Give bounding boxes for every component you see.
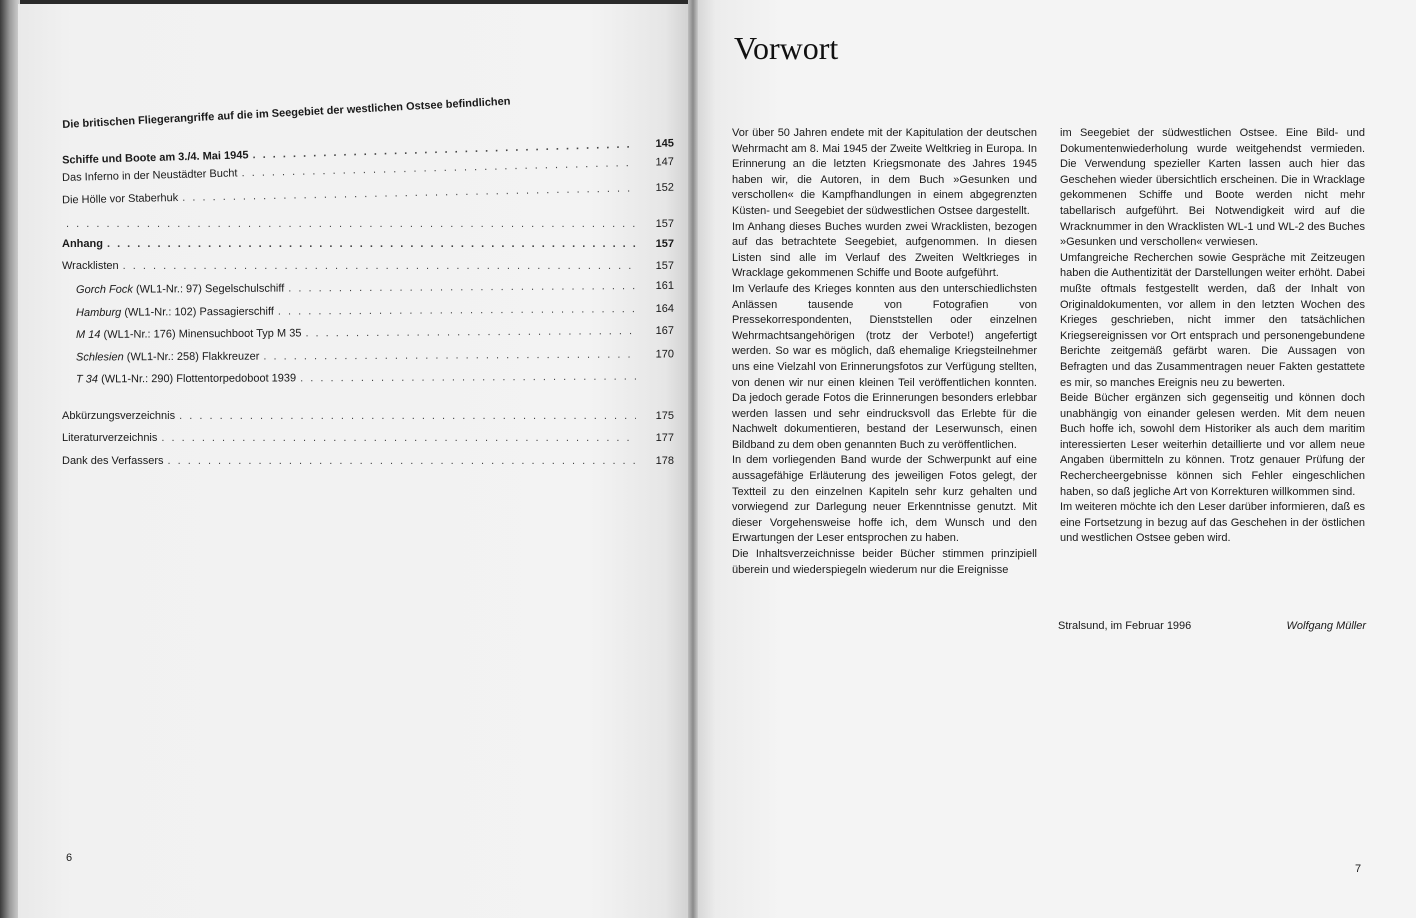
paragraph: Vor über 50 Jahren endete mit der Kapitulation der deutschen Wehrmacht am 8. Mai 1945 der Zweite Weltkrieg in Europa. In Erinnerung an die letzten Kriegsmonate des Jahres 1945 haben wir, die Autoren, in dem Buch »Gesunken und verschollen« die Kampfhandlungen in einem abgegrenzten Küsten- und Seegebiet der südwestlichen Ostsee dargestellt. (732, 127, 1037, 217)
ship-name: T 34 (75, 373, 99, 386)
toc-leader-dots (161, 431, 636, 445)
ship-details: (WL1-Nr.: 176) Minensuchboot Typ M 35 (100, 327, 302, 341)
toc-entry-label: Literaturverzeichnis (62, 432, 158, 444)
toc-entry-label (62, 371, 300, 386)
toc-entry (62, 259, 674, 273)
toc-leader-dots (66, 217, 636, 231)
toc-entry-label: Abkürzungsverzeichnis (62, 410, 176, 422)
toc-entry-page: 157 (655, 218, 674, 230)
left-page-number: 6 (66, 852, 73, 864)
ship-details: (WL1-Nr.: 290) Flottentorpedoboot 1939 (97, 372, 297, 386)
toc-entry-label: Schiffe und Boote am 3./4. Mai 1945 (61, 149, 249, 167)
toc-entry (62, 217, 674, 231)
right-page-number: 7 (1355, 863, 1362, 875)
toc-entry-page: 157 (655, 260, 674, 272)
author-name: Wolfgang Müller (1286, 620, 1366, 632)
toc-entry (62, 409, 674, 423)
toc-leader-dots (123, 259, 636, 273)
toc-entry-page: 145 (655, 137, 675, 150)
ship-name: M 14 (75, 328, 101, 342)
paragraph: Die Inhaltsverzeichnisse beider Bücher stimmen prinzipiell überein und wiederspiegeln wiederum nur die Ereignisse (732, 548, 1037, 576)
paragraph: Im Verlaufe des Krieges konnten aus den unterschiedlichsten Anlässen tausende von Fotografien von Pressekorrespondenten, Dienststellen oder einzelnen Wehrmachtsangehörigen (trotz der Verbote!) angefertigt werden. So war es möglich, daß ehemalige Kriegsteilnehmer uns eine Vielzahl von Erinnerungsfotos zur Verfügung stellten, von denen wir nur einen kleinen Teil veröffentlichen konnten. Da jedoch gerade Fotos die Erinnerungen besonders erlebbar werden lassen und sehr eindrucksvoll das Erlebte für die Nachwelt dokumentieren, bestand der Leserwunsch, einen Bildband zu dem oben genannten Buch zu veröffentlichen. (732, 282, 1037, 451)
page-title: Vorwort (734, 30, 839, 66)
book-left-edge (0, 0, 20, 918)
toc-entry-page: 177 (655, 432, 674, 444)
toc-entry-label (62, 326, 306, 342)
toc-leader-dots (278, 302, 636, 318)
paragraph: Beide Bücher ergänzen sich gegenseitig und können doch unabhängig von einander gelesen werden. Mit dem neuen Buch hoffe ich, sowohl dem Historiker als auch dem maritim interessierten Leser weiterhin detaillierte und vor allem neue Angaben übermitteln zu können. Trotz genauer Prüfung der Rechercheergebnisse können sich Fehler eingeschlichen haben, so daß jegliche Art von Korrekturen willkommen sind. (1060, 392, 1365, 498)
toc-entry-label: Das Inferno in der Neustädter Bucht (61, 167, 238, 185)
toc-entry-page: 147 (655, 155, 675, 169)
toc-leader-dots (300, 370, 636, 386)
toc-entry-page: 161 (655, 279, 675, 292)
ship-details: (WL1-Nr.: 258) Flakkreuzer (123, 350, 260, 364)
toc-leader-dots (263, 348, 636, 364)
toc-entry-label: Anhang (62, 238, 103, 250)
toc-leader-dots (107, 237, 636, 251)
toc-entry-page: 157 (655, 238, 674, 250)
place-date: Stralsund, im Februar 1996 (1058, 620, 1192, 632)
toc-leader-dots (168, 454, 637, 468)
toc-entry (62, 237, 674, 251)
foreword-column-2 (1060, 126, 1365, 547)
toc-entry-label (62, 305, 278, 321)
toc-entry-label: Wracklisten (62, 260, 119, 272)
toc-leader-dots (288, 279, 636, 295)
ship-name: Gorch Fock (75, 283, 133, 297)
toc-entry-page: 152 (655, 181, 675, 194)
toc-entry-page: 178 (655, 455, 674, 467)
toc-entry-page: 167 (655, 324, 675, 337)
ship-details: (WL1-Nr.: 102) Passagierschiff (121, 305, 274, 319)
paragraph: im Seegebiet der südwestlichen Ostsee. Eine Bild- und Dokumentenwiederholung wurde weitgehendst vermieden. Die Verwendung spezieller Karten lassen auch hier das Geschehen wieder übersichtlich erscheinen. Die in Wracklage gekommenen Schiffe und Boote werden nicht mehr tabellarisch aufgeführt. Bei Notwendigkeit wird auf die Wracknummer in den Wracklisten WL-1 und WL-2 des Buches »Gesunken und verschollen« verwiesen. (1060, 127, 1365, 249)
toc-entry-page: 164 (655, 302, 675, 315)
paragraph: Im Anhang dieses Buches wurden zwei Wracklisten, bezogen auf das betrachtete Seegebiet, aufgenommen. In diesen Listen sind alle im Verlauf des Zweiten Weltkrieges in Wracklage gekommenen Schiffe und Boote aufgeführt. (732, 220, 1037, 280)
signoff (1058, 620, 1366, 632)
ship-details: (WL1-Nr.: 97) Segelschulschiff (132, 282, 285, 296)
toc-entry-page: 175 (655, 410, 674, 422)
toc-leader-dots (179, 409, 636, 423)
foreword-column-1 (732, 126, 1037, 578)
toc-entry (62, 454, 674, 468)
toc-entry-label: Die Hölle vor Staberhuk (61, 191, 179, 207)
toc-heading-line: Die britischen Fliegerangriffe auf die im Seegebiet der westlichen Ostsee befindlichen (62, 95, 511, 131)
toc-entry-label (62, 282, 288, 298)
toc-entry-label: Dank des Verfassers (62, 455, 164, 467)
paragraph: In dem vorliegenden Band wurde der Schwerpunkt auf eine aussagefähige Erläuterung des jeweiligen Fotos gelegt, der Textteil zu den einzelnen Kapiteln sehr kurz gehalten und vorwiegend zur Darlegung neuer Erkenntnisse genutzt. Mit dieser Vorgehensweise hoffe ich, dem Wunsch und den Erwartungen der Leser entsprochen zu haben. (732, 454, 1037, 545)
toc-entry-label (62, 350, 263, 365)
ship-name: Hamburg (75, 306, 122, 320)
toc-entry (62, 431, 674, 445)
paragraph: Im weiteren möchte ich den Leser darüber informieren, daß es eine Fortsetzung in bezug auf das Geschehen in der östlichen und westlichen Ostsee geben wird. (1060, 501, 1365, 545)
ship-name: Schlesien (75, 351, 124, 364)
paragraph: Umfangreiche Recherchen sowie Gespräche mit Zeitzeugen haben die Authentizität der Darstellungen weiter erhöht. Dabei mußte oftmals festgestellt werden, daß der Inhalt von Originaldokumenten, vor allem in den letzten Wochen des Krieges geschrieben, nicht immer den tatsächlichen Kriegsereignissen vor Ort entsprach und personengebundene Berichte zeitgemäß gefärbt waren. Die Aussagen von Befragten und das Zusammentragen neuer Fakten gestattete es mir, so manches Ereignis neu zu bewerten. (1060, 251, 1365, 389)
toc-leader-dots (305, 324, 636, 340)
toc-entry-page: 170 (655, 348, 675, 361)
book-gutter (688, 0, 698, 918)
